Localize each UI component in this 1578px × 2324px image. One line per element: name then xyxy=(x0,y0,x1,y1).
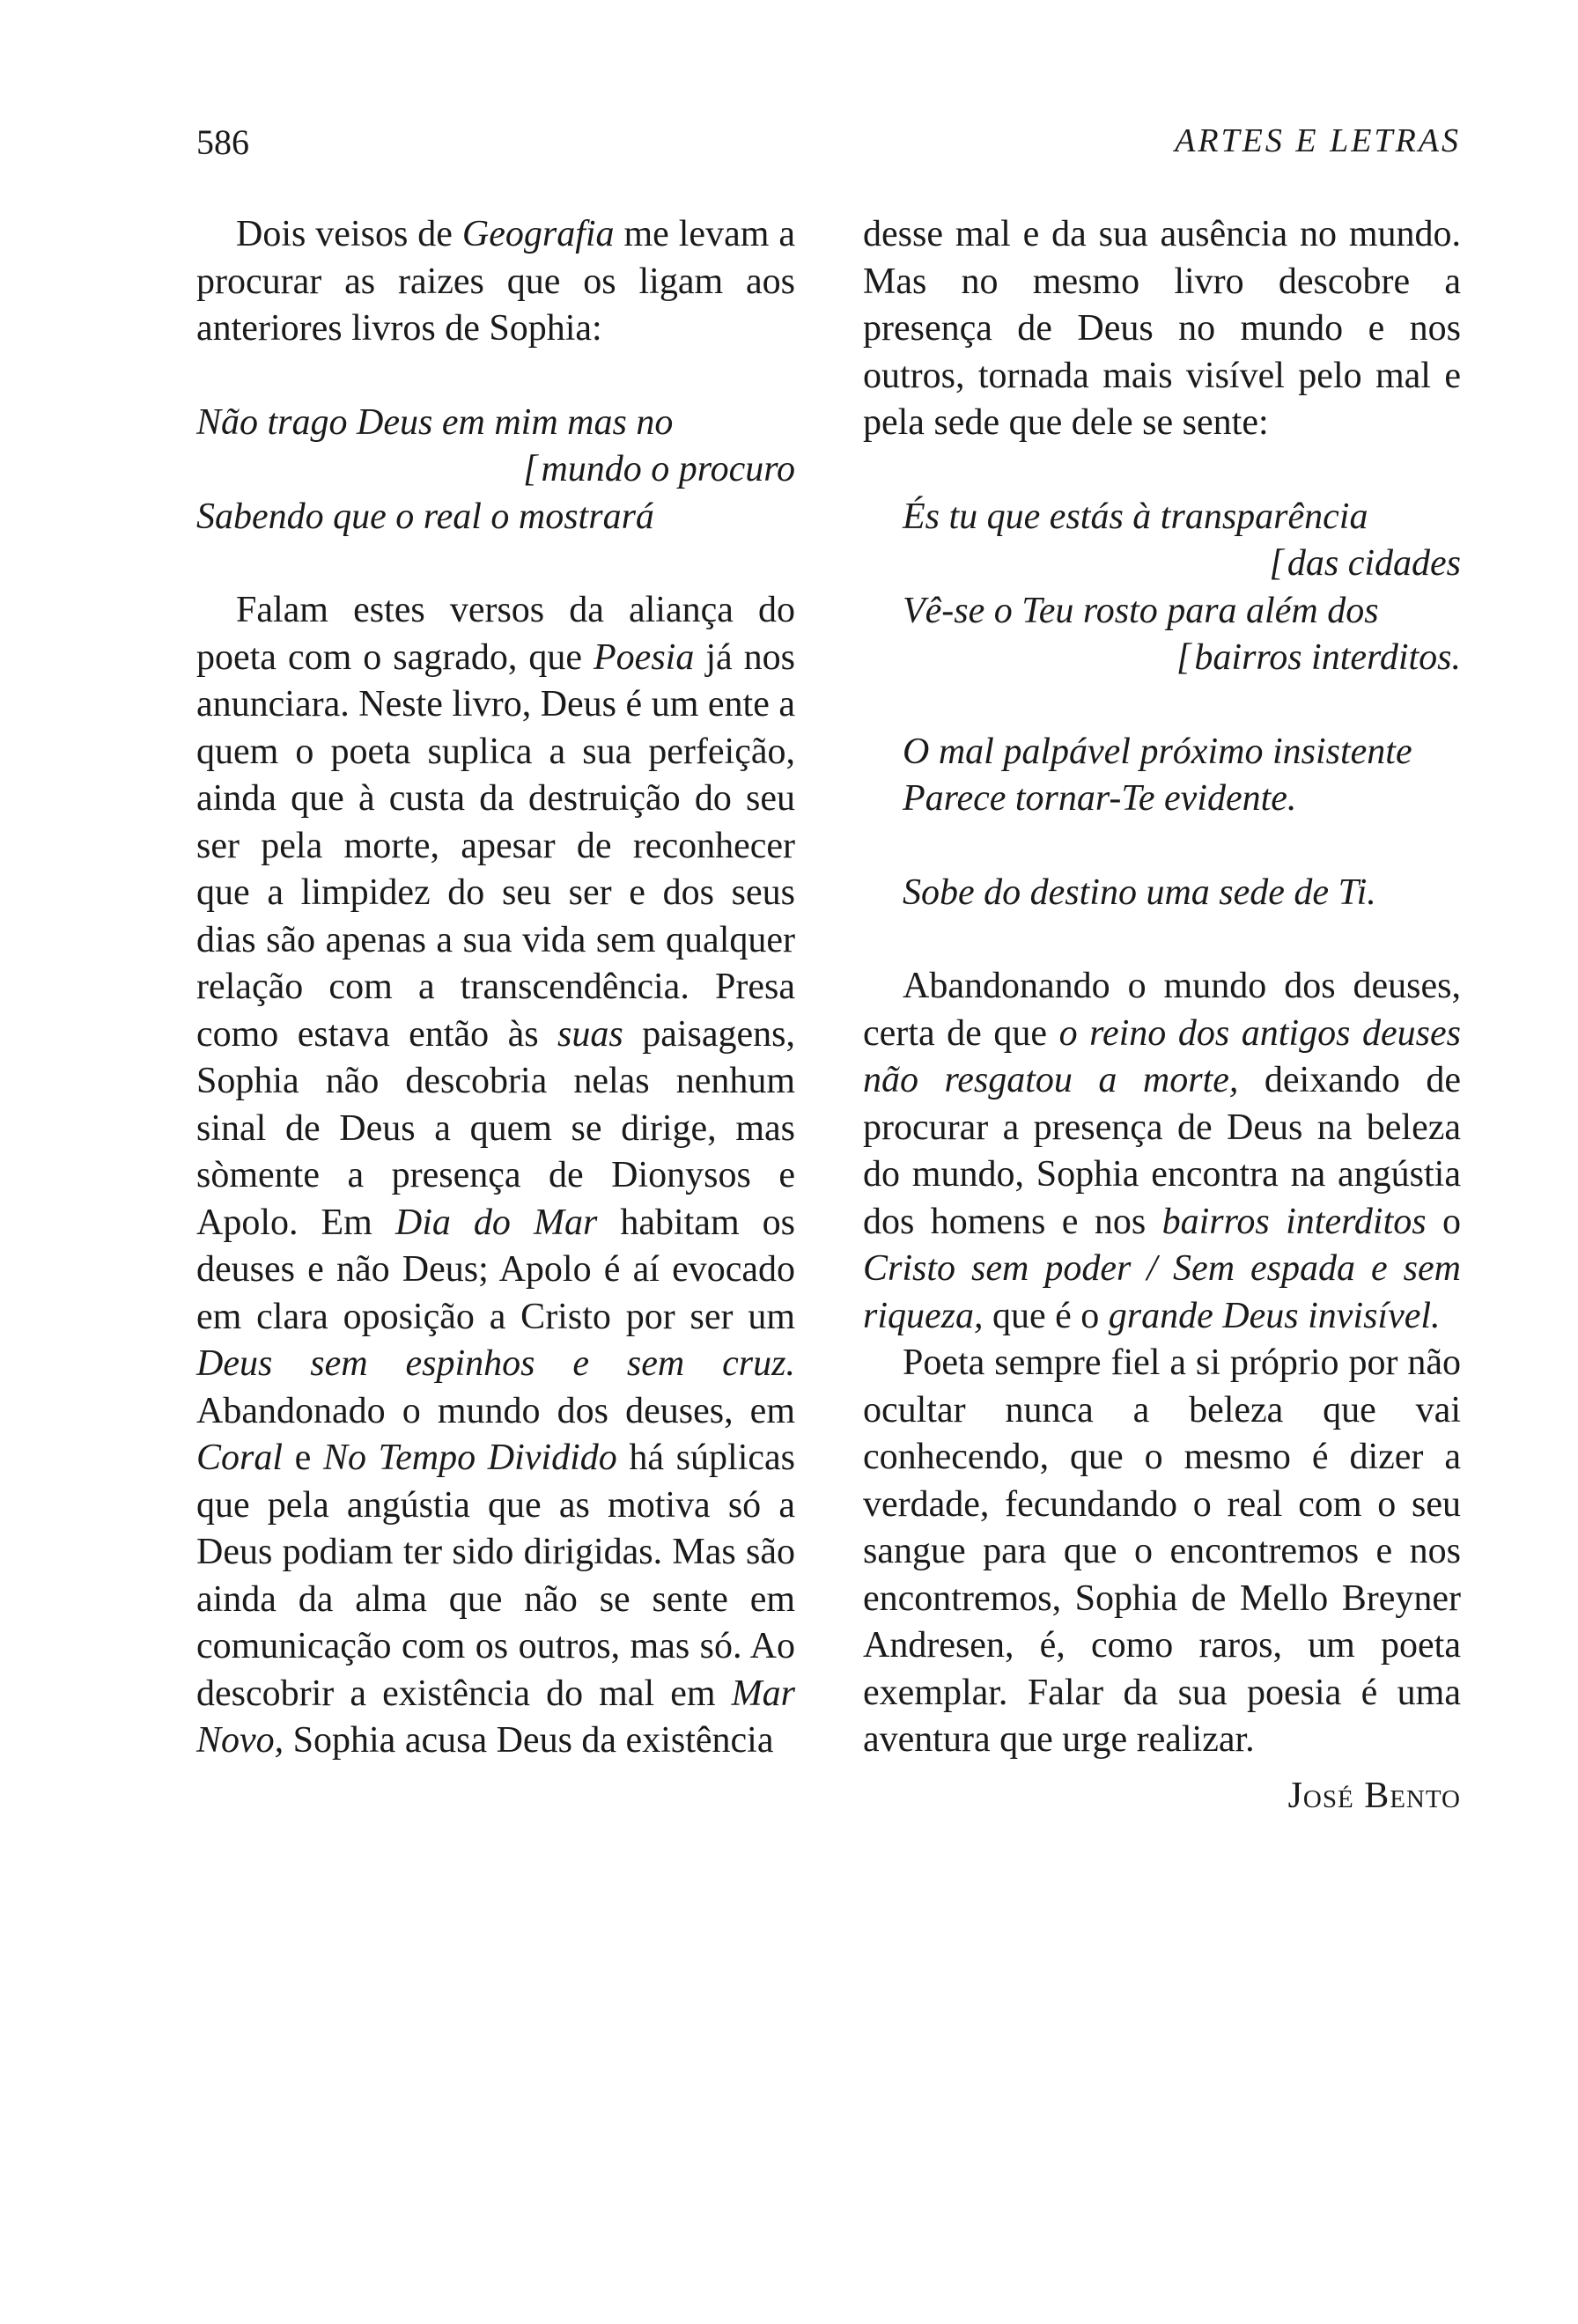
poem-line: Não trago Deus em mim mas no xyxy=(196,401,674,443)
running-title: ARTES E LETRAS xyxy=(1175,122,1461,159)
paragraph: Falam estes versos da aliança do poeta com o sagrado, que Poesia já nos anunciara. Neste livro, Deus é um ente a quem o poeta suplica a sua perfeição, ainda que à custa da destruição do seu ser pela morte, apesar de reconhecer que a limpidez do seu ser e dos seus dias são apenas a sua vida sem qualquer relação com a transcendência. Presa como estava então às suas paisagens, Sophia não descobria nelas nenhum sinal de Deus a quem se dirige, mas sòmente a presença de Dionysos e Apolo. Em Dia do Mar habitam os deuses e não Deus; Apolo é aí evocado em clara oposição a Cristo por ser um Deus sem espinhos e sem cruz. Abandonado o mundo dos deuses, em Coral e No Tempo Dividido há súplicas que pela angústia que as motiva só a Deus podiam ter sido dirigidas. Mas são ainda da alma que não se sente em comunicação com os outros, mas só. Ao descobrir a existência do mal em Mar Novo, Sophia acusa Deus da existência xyxy=(196,590,795,1761)
poem-line: Parece tornar-Te evidente. xyxy=(903,778,1297,819)
poem-line: És tu que estás à transparência xyxy=(903,496,1368,537)
page-header xyxy=(196,121,1461,174)
poem-line: Vê-se o Teu rosto para além dos xyxy=(903,590,1379,631)
paragraph: desse mal e da sua ausência no mundo. Mas no mesmo livro descobre a presença de Deus no mundo e nos outros, tornada mais visível pelo mal e pela sede que dele se sente: xyxy=(863,214,1461,443)
poem-line: O mal palpável próximo insistente xyxy=(903,731,1412,772)
author-signature: José Bento xyxy=(1287,1775,1461,1816)
poem-quote xyxy=(196,400,795,541)
poem-quote xyxy=(863,729,1461,823)
poem-quote xyxy=(863,870,1461,917)
paragraph: Dois veisos de Geografia me levam a procurar as raizes que os ligam aos anteriores livros de Sophia: xyxy=(196,214,795,349)
poem-line: Sabendo que o real o mostrará xyxy=(196,496,654,537)
right-column xyxy=(863,211,1461,1820)
poem-line: Sobe do destino uma sede de Ti. xyxy=(903,872,1376,913)
poem-quote xyxy=(863,494,1461,682)
page-number: 586 xyxy=(196,122,249,162)
left-column xyxy=(196,211,795,1765)
poem-line-continuation: [ mundo o procuro xyxy=(196,446,795,494)
poem-line-continuation: [ bairros interditos. xyxy=(903,635,1461,682)
paragraph: Abandonando o mundo dos deuses, certa de que o reino dos antigos deuses não resgatou a morte, deixando de procurar a presença de Deus na beleza do mundo, Sophia encontra na angústia dos homens e nos bairros interditos o Cristo sem poder / Sem espada e sem riqueza, que é o grande Deus invisível. xyxy=(863,966,1462,1336)
poem-line-continuation: [ das cidades xyxy=(903,541,1461,588)
paragraph: Poeta sempre fiel a si próprio por não ocultar nunca a beleza que vai conhecendo, que o mesmo é dizer a verdade, fecundando o real com o seu sangue para que o encontremos e nos encontremos, Sophia de Mello Breyner Andresen, é, como raros, um poeta exemplar. Falar da sua poesia é uma aventura que urge realizar. xyxy=(863,1342,1461,1760)
